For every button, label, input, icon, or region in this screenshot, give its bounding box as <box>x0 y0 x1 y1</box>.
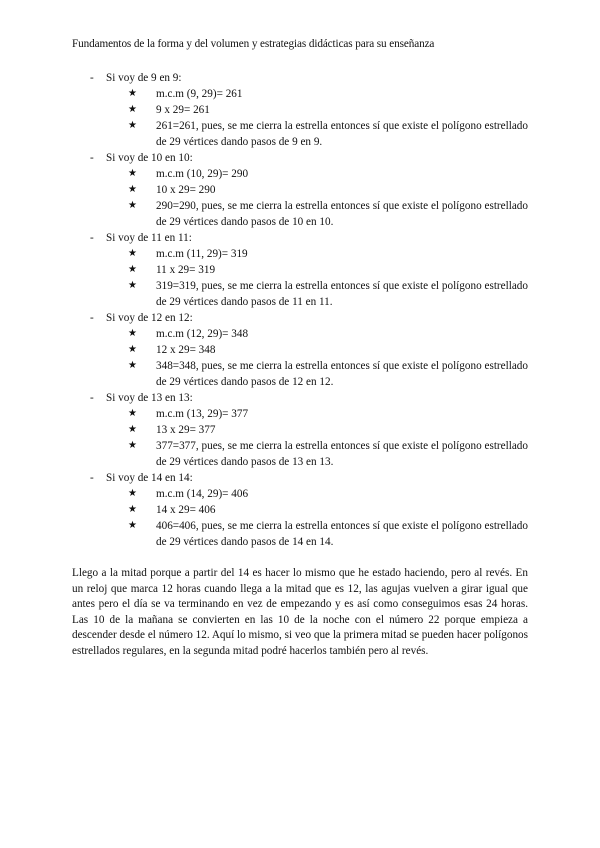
star-bullet-icon: ★ <box>128 168 137 179</box>
star-bullet-icon: ★ <box>128 504 137 515</box>
star-bullet-icon: ★ <box>128 280 137 291</box>
sub-item <box>72 182 528 198</box>
sub-item <box>72 438 528 470</box>
sub-item <box>72 198 528 230</box>
star-bullet-icon: ★ <box>128 328 137 339</box>
case-item <box>72 230 528 310</box>
sub-item-text: m.c.m (14, 29)= 406 <box>156 488 249 500</box>
case-heading <box>72 230 528 246</box>
sub-item-text: 377=377, pues, se me cierra la estrella entonces sí que existe el polígono estrellado de 29 vértices dando pasos de 13 en 13. <box>156 440 528 468</box>
case-heading-text: Si voy de 13 en 13: <box>106 392 193 404</box>
sub-item <box>72 422 528 438</box>
star-bullet-icon: ★ <box>128 200 137 211</box>
sub-item-text: 14 x 29= 406 <box>156 504 216 516</box>
star-bullet-icon: ★ <box>128 248 137 259</box>
case-heading-text: Si voy de 10 en 10: <box>106 152 193 164</box>
sub-item-text: 406=406, pues, se me cierra la estrella entonces sí que existe el polígono estrellado de 29 vértices dando pasos de 14 en 14. <box>156 520 528 548</box>
sub-item <box>72 86 528 102</box>
dash-bullet-icon: - <box>90 312 94 324</box>
sub-item <box>72 246 528 262</box>
case-item <box>72 470 528 550</box>
star-bullet-icon: ★ <box>128 88 137 99</box>
case-heading <box>72 70 528 86</box>
sub-item <box>72 102 528 118</box>
sub-item <box>72 518 528 550</box>
sub-item <box>72 166 528 182</box>
dash-bullet-icon: - <box>90 232 94 244</box>
star-bullet-icon: ★ <box>128 520 137 531</box>
star-bullet-icon: ★ <box>128 424 137 435</box>
case-heading <box>72 390 528 406</box>
dash-bullet-icon: - <box>90 472 94 484</box>
sub-item <box>72 342 528 358</box>
star-bullet-icon: ★ <box>128 344 137 355</box>
sub-item <box>72 358 528 390</box>
cases-list <box>72 70 528 550</box>
conclusion-paragraph: Llego a la mitad porque a partir del 14 es hacer lo mismo que he estado haciendo, pero al revés. En un reloj que marca 12 horas cuando llega a la mitad que es 12, las agujas vuelven a girar igual que antes pero el día se va terminando en vez de empezando y es así como conseguimos esas 24 horas. Las 10 de la mañana se convierten en las 10 de la noche con el número 22 porque empieza a descender desde el número 12. Aquí lo mismo, si veo que la primera mitad se pueden hacer polígonos estrellados regulares, en la segunda mitad podré hacerlos también pero al revés. <box>72 567 528 657</box>
sub-item <box>72 502 528 518</box>
star-bullet-icon: ★ <box>128 264 137 275</box>
sub-item-text: 348=348, pues, se me cierra la estrella entonces sí que existe el polígono estrellado de 29 vértices dando pasos de 12 en 12. <box>156 360 528 388</box>
sub-item <box>72 278 528 310</box>
star-bullet-icon: ★ <box>128 488 137 499</box>
sub-item-text: m.c.m (11, 29)= 319 <box>156 248 248 260</box>
sub-item-text: 10 x 29= 290 <box>156 184 216 196</box>
case-heading <box>72 470 528 486</box>
dash-bullet-icon: - <box>90 152 94 164</box>
case-item <box>72 150 528 230</box>
sub-item-text: m.c.m (10, 29)= 290 <box>156 168 249 180</box>
star-bullet-icon: ★ <box>128 408 137 419</box>
sub-item-text: 11 x 29= 319 <box>156 264 216 276</box>
sub-item-text: 261=261, pues, se me cierra la estrella entonces sí que existe el polígono estrellado de 29 vértices dando pasos de 9 en 9. <box>156 120 528 148</box>
case-heading-text: Si voy de 14 en 14: <box>106 472 193 484</box>
case-heading-text: Si voy de 9 en 9: <box>106 72 182 84</box>
sub-item-text: 9 x 29= 261 <box>156 104 210 116</box>
sub-item-text: m.c.m (13, 29)= 377 <box>156 408 249 420</box>
sub-item <box>72 262 528 278</box>
sub-item-text: 13 x 29= 377 <box>156 424 216 436</box>
star-bullet-icon: ★ <box>128 360 137 371</box>
dash-bullet-icon: - <box>90 72 94 84</box>
dash-bullet-icon: - <box>90 392 94 404</box>
case-heading-text: Si voy de 11 en 11: <box>106 232 192 244</box>
sub-item <box>72 486 528 502</box>
sub-item <box>72 326 528 342</box>
case-heading-text: Si voy de 12 en 12: <box>106 312 193 324</box>
sub-item-text: m.c.m (12, 29)= 348 <box>156 328 249 340</box>
star-bullet-icon: ★ <box>128 184 137 195</box>
case-item <box>72 390 528 470</box>
sub-item-text: 319=319, pues, se me cierra la estrella entonces sí que existe el polígono estrellado de 29 vértices dando pasos de 11 en 11. <box>156 280 528 308</box>
sub-item-text: 290=290, pues, se me cierra la estrella entonces sí que existe el polígono estrellado de 29 vértices dando pasos de 10 en 10. <box>156 200 528 228</box>
case-item <box>72 70 528 150</box>
case-item <box>72 310 528 390</box>
star-bullet-icon: ★ <box>128 104 137 115</box>
page-header: Fundamentos de la forma y del volumen y estrategias didácticas para su enseñanza <box>72 38 435 50</box>
sub-item-text: m.c.m (9, 29)= 261 <box>156 88 243 100</box>
sub-item <box>72 406 528 422</box>
case-heading <box>72 310 528 326</box>
star-bullet-icon: ★ <box>128 440 137 451</box>
case-heading <box>72 150 528 166</box>
sub-item-text: 12 x 29= 348 <box>156 344 216 356</box>
sub-item <box>72 118 528 150</box>
star-bullet-icon: ★ <box>128 120 137 131</box>
